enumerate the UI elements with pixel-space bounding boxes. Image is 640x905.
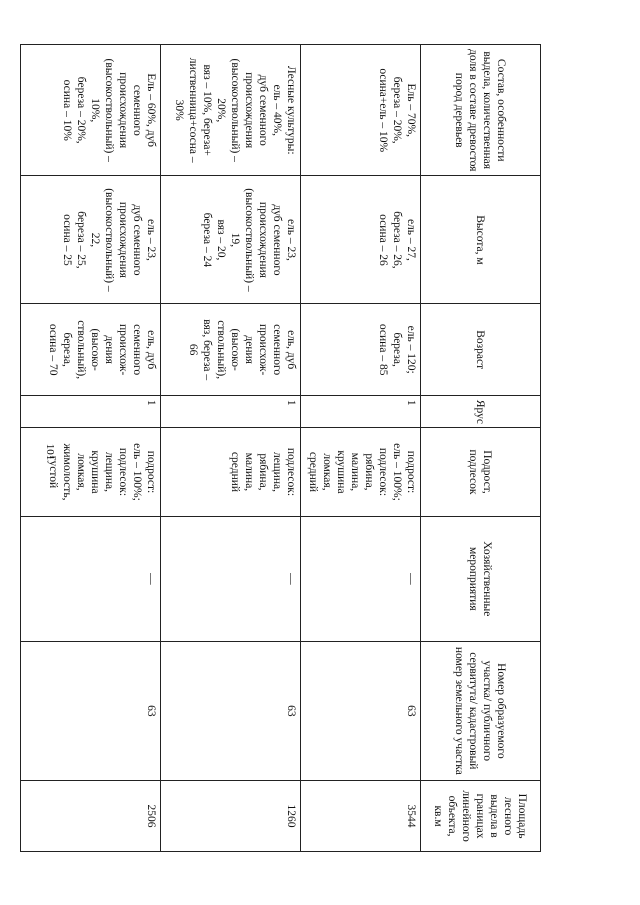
cell-line: береза – 24	[201, 212, 213, 268]
cell-line: 66	[187, 343, 199, 356]
cell-line: дуб семенного	[271, 204, 283, 276]
cell-line: малина,	[243, 452, 255, 492]
table-row	[161, 45, 301, 852]
cell-line: дуб семенного	[257, 74, 269, 146]
row-26-age	[21, 304, 161, 395]
cell-line: лещина,	[271, 451, 283, 492]
cell-line: подлесок:	[285, 447, 297, 497]
cell-line: крушина	[89, 450, 101, 494]
cell-line: осина – 26	[377, 214, 389, 266]
cell-line: осина – 25	[61, 214, 73, 266]
cell-line: дуб семенного	[131, 204, 143, 276]
cell-line: происхождения	[243, 72, 255, 149]
cell-line: 30%	[173, 99, 185, 121]
cell-line: 19,	[229, 232, 241, 248]
cell-line: происхождения	[117, 72, 129, 149]
cell-line: ель, дуб	[145, 330, 157, 370]
cell-line: дения	[103, 335, 115, 364]
cell-line: (высоко-	[89, 328, 101, 371]
cell-line: 10%,	[89, 98, 101, 123]
row-24-composition	[161, 45, 301, 176]
cell-line: вяз, береза –	[201, 319, 213, 381]
cell-line: осина – 70	[47, 323, 59, 376]
cell-line: жимолость,	[61, 443, 73, 501]
cell-line: ель – 23,	[145, 218, 157, 261]
cell-line: 22,	[89, 232, 101, 248]
cell-line: рябина,	[363, 453, 375, 491]
row-24-age	[161, 304, 301, 395]
row-26-undergrowth	[21, 427, 161, 516]
cell-line: береза,	[391, 332, 403, 367]
row-24-height	[161, 176, 301, 304]
row-19-area: 3544	[301, 781, 421, 852]
cell-line: (высокоствольный) –	[103, 58, 115, 162]
cell-line: (высоко-	[229, 328, 241, 371]
row-26-height	[21, 176, 161, 304]
cell-line: лиственница+сосна –	[187, 57, 199, 163]
row-24-area: 1260	[161, 781, 301, 852]
cell-line: ель, дуб	[285, 330, 297, 370]
cell-line: ствольный),	[215, 320, 227, 380]
cell-line: происхождения	[117, 201, 129, 278]
cell-line: ель – 23,	[285, 218, 297, 261]
row-26-activities: —	[21, 517, 161, 642]
cell-line: ель – 100%;	[391, 443, 403, 501]
row-24-tier: 1	[161, 395, 301, 427]
cell-line: (высокоствольный) –	[243, 188, 255, 292]
cell-line: береза – 25,	[75, 211, 87, 269]
cell-line: дения	[243, 335, 255, 364]
row-24-plot-number: 63	[161, 641, 301, 780]
cell-line: береза,	[61, 332, 73, 367]
header-height: Высота, м	[421, 176, 541, 304]
cell-line: крушина	[335, 450, 347, 494]
row-24-activities: —	[161, 517, 301, 642]
table-row	[301, 45, 421, 852]
cell-line: вяз – 10%, береза+	[201, 64, 213, 156]
cell-line: Ель – 60%, дуб	[145, 73, 157, 148]
row-26-area: 2506	[21, 781, 161, 852]
forest-inventory-table	[20, 44, 541, 852]
cell-line: Лесные культуры:	[285, 65, 297, 155]
cell-line: средний	[229, 451, 241, 493]
cell-line: семенного	[131, 84, 143, 136]
header-activities: Хозяйственные мероприятия	[421, 517, 541, 642]
row-26-tier: 1	[21, 395, 161, 427]
cell-line: Ель – 70%,	[405, 83, 417, 137]
cell-line: ломкая,	[75, 453, 87, 491]
cell-line: осина – 10%	[61, 79, 73, 141]
cell-line: береза – 20%,	[75, 76, 87, 144]
cell-line: ломкая,	[321, 453, 333, 491]
cell-line: осина+ель – 10%	[377, 68, 389, 153]
cell-line: ствольный),	[75, 320, 87, 380]
header-composition: Состав, особенности выдела, количественная доля в составе древостоя пород деревьев	[421, 45, 541, 176]
row-19-height	[301, 176, 421, 304]
cell-line: 20%,	[215, 98, 227, 123]
cell-line: семенного	[131, 324, 143, 376]
table-row	[21, 45, 161, 852]
header-tier: Ярус	[421, 395, 541, 427]
row-19-activities: —	[301, 517, 421, 642]
row-19-tier: 1	[301, 395, 421, 427]
row-26-plot-number: 63	[21, 641, 161, 780]
cell-line: береза – 26,	[391, 211, 403, 269]
cell-line: происхож-	[257, 324, 269, 376]
header-row	[421, 45, 541, 852]
cell-line: вяз – 20,	[215, 219, 227, 261]
header-undergrowth: Подрост, подлесок	[421, 427, 541, 516]
row-26-composition	[21, 45, 161, 176]
cell-line: ель – 40%,	[271, 84, 283, 136]
cell-line: происхож-	[117, 324, 129, 376]
cell-line: происхождения	[257, 201, 269, 278]
header-age: Возраст	[421, 304, 541, 395]
row-19-composition	[301, 45, 421, 176]
cell-line: ель – 27,	[405, 218, 417, 261]
cell-line: подрост:	[145, 450, 157, 494]
header-area: Площадь лесного выдела в границах линейного объекта, кв.м	[421, 781, 541, 852]
cell-line: лещина,	[103, 451, 115, 492]
cell-line: ель – 120;	[405, 325, 417, 374]
cell-line: густой	[47, 455, 59, 489]
cell-line: средний	[307, 451, 319, 493]
cell-line: рябина,	[257, 453, 269, 491]
row-24-undergrowth	[161, 427, 301, 516]
cell-line: подлесок:	[117, 447, 129, 497]
cell-line: (высокоствольный) –	[103, 188, 115, 292]
cell-line: береза – 20%,	[391, 76, 403, 144]
row-19-age	[301, 304, 421, 395]
row-19-undergrowth	[301, 427, 421, 516]
row-19-plot-number: 63	[301, 641, 421, 780]
cell-line: осина – 85	[377, 323, 389, 376]
header-plot-number: Номер образуемого участка/ публичного сервитута/ кадастровый номер земельного участка	[421, 641, 541, 780]
cell-line: малина,	[349, 452, 361, 492]
page-number: 101	[44, 443, 56, 461]
cell-line: семенного	[271, 324, 283, 376]
cell-line: подлесок:	[377, 447, 389, 497]
cell-line: ель – 100%;	[131, 443, 143, 501]
cell-line: (высокоствольный) –	[229, 58, 241, 162]
cell-line: подрост:	[405, 450, 417, 494]
